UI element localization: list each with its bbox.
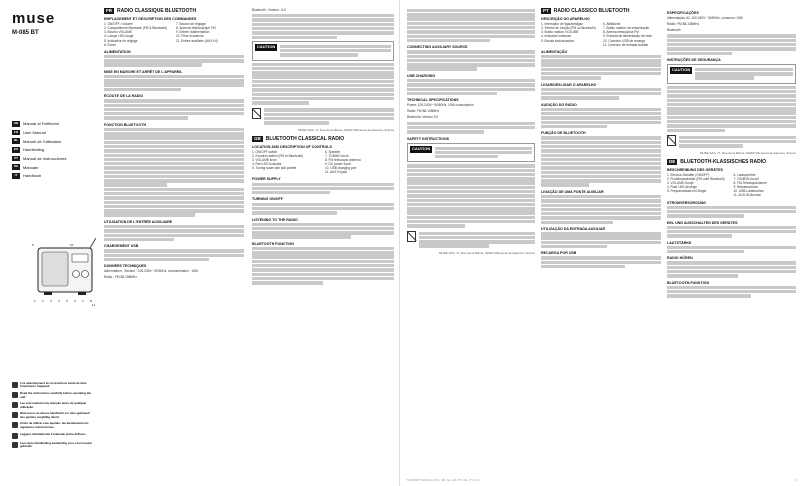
tab-label: Manual of Fulfilment (23, 121, 60, 127)
flag-icon: ES (13, 147, 18, 152)
flag-icon: FR (14, 129, 18, 134)
flag-icon (12, 402, 18, 408)
warning-note: Antes de utilizar este aparato, lea atentamente las siguientes instrucciones. (12, 422, 94, 429)
callout-number: 11 (92, 303, 96, 307)
language-tab[interactable] (12, 155, 90, 163)
left-page (0, 0, 400, 486)
tab-label: User Manual (23, 129, 46, 135)
callout-number: 10 (70, 243, 74, 247)
lang-code: DE (669, 158, 676, 164)
controls-list: 1. ON/OFF / Volume 7. Bouton de réglage 2. Compartiment Bluetooth (FM & Bluetooth) 8. Antenne télescopique FM 3. Bouton VOLUME 9. Entrée d'alimentation 4. Lampe LED rouge 10. Prise écouteurs 5. Indicateur de réglage 11. Entrée auxiliaire (AUX IN) 6. Écran (104, 22, 218, 47)
fr-gb-column: Bluetooth : Version : 5.0 CAUTION MUSE SAS, 71, Rue de la Marne, 92390 Villeneuve-la-Garenne, France GB BLUETOOTH CLASSICAL RADIO LOCATION AND DESCRIPTION OF CONTROLS 1. ON/OFF switch 6. Speaker 2. Function switch (FM or Bluetooth) 7. TUNING knob 3. VOLUME knob 8. FM telescopic antenna 4. Red LED Indicator 9. DC power input 5. Tuning scale with dial pointer 10. USB charging port 11. AUX IN jack POWER SUPPLY TURNING ON/OFF LISTENING TO THE RADIO BLUETOOTH FUNCTION (252, 8, 394, 478)
flag-icon: DE (13, 164, 19, 169)
tuning-scale (72, 254, 88, 262)
caution-badge: CAUTION (672, 66, 691, 72)
section-heading: ESPECIFICAÇÕES (667, 11, 699, 15)
warning-note: Lee este manual com atenção antes de qualquer utilização. (12, 402, 94, 409)
language-tabs (12, 120, 90, 181)
caution-badge: CAUTION (257, 43, 276, 49)
address: MUSE SAS, 71, Rue de la Marne, 92390 Villeneuve-la-Garenne, France (298, 127, 394, 132)
brand-logo: muse (12, 10, 56, 27)
section-heading: RÁDIO CLÁSSICO BLUETOOTH (553, 8, 630, 14)
language-tab[interactable] (12, 172, 90, 180)
callout-number: 5 (66, 299, 68, 303)
radio-device-illustration (30, 238, 100, 308)
recycling-notice (252, 108, 394, 126)
multilingual-warnings (12, 382, 94, 452)
radio-foot (78, 292, 86, 295)
warning-note: Leggere attentamente il manuale prima dell'uso. (12, 433, 94, 439)
antenna (90, 238, 96, 248)
callout-number: 3 (50, 299, 52, 303)
tab-label: Handleiding (23, 147, 45, 153)
page-number: 3 (794, 478, 796, 482)
tab-label: Manual de Instrucciones (23, 156, 67, 161)
warning-note: Lire attentivement les instructions avant de faire fonctionner l'appareil. (12, 382, 94, 389)
specs-de-column: ESPECIFICAÇÕES Alimentação: AC 100-240V~ 50/60Hz, consumo: 15W Rádio: FM 88-108MHz Bluetooth INSTRUÇÕES DE SEGURANÇA CAUTION MUSE SAS, 71, Rue de la Marne, 92390 Villeneuve-la-Garenne, France DE BLUETOOTH-KLASSISCHES RADIO BESCHREIBUNG DES GERÄTES 1. Ein/Aus-Schalter (ON/OFF) 6. Lautsprecher 2. Funktionsschalter (FM oder Bluetooth) 7. TUNING-Knopf 3. VOLUME-Knopf 8. FM-Teleskopantenne 4. Rote LED-Anzeige 9. Netzanschluss 5. Frequenzskala mit Zeiger 10. USB-Ladebuchse 11. AUX-IN-Buchse STROMVERSORGUNG EIN- UND AUSSCHALTEN DES GERÄTES LAUTSTÄRKE RADIO HÖREN BLUETOOTH-FUNKTION (667, 8, 796, 478)
caution-badge: CAUTION (412, 145, 431, 151)
callout-number: 8 (90, 299, 92, 303)
model-name: M-085 BT (12, 30, 39, 36)
warning-note: Read the instructions carefully before operating the unit. (12, 392, 94, 399)
callout-number: 9 (32, 243, 34, 247)
callout-number: 1 (34, 299, 36, 303)
recycling-notice (667, 135, 796, 149)
flag-icon: PT (12, 156, 20, 162)
radio-foot (44, 292, 52, 295)
crossed-bin-icon (407, 231, 416, 242)
gb-column: CONNECTING AUXILIARY SOURCE USB CHARGING TECHNICAL SPECIFICATIONS Power: 100-240V~ 50/60Hz, 15W consumption Radio: FM 88-108MHz Bluetooth: Version 5.0 SAFETY INSTRUCTIONS CAUTION MUSE SAS, 71, Rue de la Marne, 92390 Villeneuve-la-Garenne, France (407, 8, 535, 478)
flag-icon: NL (14, 138, 18, 143)
controls-list: 1. Interruptor de ligar/desligar 6. Altifalante 2. Seletor de função (FM ou Bluetooth) 7. Botão rotativo de sintonização 3. Botão rotativo VOLUME 8. Antena telescópica FM 4. Indicador luminoso 9. Entrada de alimentação de rede 5. Escala sintonizadora 10. Conector USB de recarga 11. Conector de entrada auxiliar (541, 22, 652, 47)
address: MUSE SAS, 71, Rue de la Marne, 92390 Villeneuve-la-Garenne, France (439, 250, 535, 255)
callout-number: 7 (82, 299, 84, 303)
caution-box (667, 64, 796, 84)
language-tab[interactable] (12, 120, 90, 128)
language-tab[interactable] (12, 137, 90, 145)
lang-code: GB (254, 135, 261, 141)
flag-icon (12, 442, 18, 448)
right-page (401, 0, 802, 486)
pt-column: PT RÁDIO CLÁSSICO BLUETOOTH DESCRIÇÃO DO APARELHO 1. Interruptor de ligar/desligar 6. Altifalante 2. Seletor de função (FM ou Bluetooth) 7. Botão rotativo de sintonização 3. Botão rotativo VOLUME 8. Antena telescópica FM 4. Indicador luminoso 9. Entrada de alimentação de rede 5. Escala sintonizadora 10. Conector USB de recarga 11. Conector de entrada auxiliar ALIMENTAÇÃO LIGAR/DESLIGAR O APARELHO AUDIÇÃO DO RÁDIO FUNÇÃO DE BLUETOOTH LIGAÇÃO DE UMA FONTE AUXILIAR UTILIZAÇÃO DA ENTRADA AUXILIAR RECARGA POR USB (541, 8, 661, 478)
tab-label: Handbuch (23, 173, 42, 179)
flag-icon (12, 382, 18, 388)
fr-column: FR RADIO CLASSIQUE BLUETOOTH EMPLACEMENT ET DESCRIPTION DES COMMANDES 1. ON/OFF / Volume 7. Bouton de réglage 2. Compartiment Bluetooth (FM & Bluetooth) 8. Antenne télescopique FM 3. Bouton VOLUME 9. Entrée d'alimentation 4. Lampe LED rouge 10. Prise écouteurs 5. Indicateur de réglage 11. Entrée auxiliaire (AUX IN) 6. Écran ALIMENTATION MISE EN MARCHE ET ARRÊT DE L'APPAREIL ÉCOUTE DE LA RADIO FONCTION BLUETOOTH UTILISATION DE L'ENTRÉE AUXILIAIRE CHARGEMENT USB DONNÉES TECHNIQUES Alimentation : Secteur : 100-240V~ 50/60Hz, consommation : 15W Radio : FM 88-108MHz (104, 8, 244, 478)
tab-label: Manuel de l'utilisateur (23, 138, 62, 144)
controls-list: 1. ON/OFF switch 6. Speaker 2. Function switch (FM or Bluetooth) 7. TUNING knob 3. VOLUME knob 8. FM telescopic antenna 4. Red LED Indicator 9. DC power input 5. Tuning scale with dial pointer 10. USB charging port 11. AUX IN jack (252, 149, 361, 175)
flag-icon: GB (13, 121, 19, 125)
flag-icon (12, 433, 18, 439)
caution-box (252, 41, 394, 61)
tab-label: Manuale (23, 164, 39, 170)
language-tab[interactable] (12, 129, 90, 137)
volume-knob (73, 271, 80, 278)
warning-note: Bitte lesen sie dieses handbuch vor dem gebrauch des gerätes sorgfältig durch. (12, 412, 94, 419)
flag-icon: IT (12, 173, 20, 179)
tuning-knob (82, 271, 89, 278)
callout-number: 2 (42, 299, 44, 303)
flag-icon (12, 422, 18, 428)
lang-code: FR (106, 8, 112, 13)
speaker-grille (42, 252, 68, 286)
language-tab[interactable] (12, 163, 90, 171)
flag-icon (12, 392, 18, 398)
recycling-notice (407, 231, 535, 249)
controls-list: 1. Ein/Aus-Schalter (ON/OFF) 6. Lautsprecher 2. Funktionsschalter (FM oder Bluetooth) 7. TUNING-Knopf 3. VOLUME-Knopf 8. FM-Teleskopantenne 4. Rote LED-Anzeige 9. Netzanschluss 5. Frequenzskala mit Zeiger 10. USB-Ladebuchse 11. AUX-IN-Buchse (667, 172, 767, 198)
callout-number: 6 (74, 299, 76, 303)
section-heading: RADIO CLASSIQUE BLUETOOTH (117, 8, 197, 14)
address: MUSE SAS, 71, Rue de la Marne, 92390 Villeneuve-la-Garenne, France (700, 150, 796, 155)
callout-number: 4 (58, 299, 60, 303)
crossed-bin-icon (252, 108, 261, 119)
section-heading: BLUETOOTH-KLASSISCHES RADIO (680, 158, 767, 165)
section-heading: BLUETOOTH CLASSICAL RADIO (265, 135, 345, 142)
caution-box (407, 143, 535, 163)
language-tab[interactable] (12, 146, 90, 154)
flag-icon (12, 412, 18, 418)
crossed-bin-icon (667, 135, 676, 146)
lang-code: PT (543, 8, 549, 13)
footer-info: M-085 BT MANUAL (FR, GB, NL, ES, PT, DE, IT) V1.0 (407, 478, 480, 482)
warning-note: Lees deze handleiding aandachtig voor u het toestel gebruikt. (12, 442, 94, 449)
